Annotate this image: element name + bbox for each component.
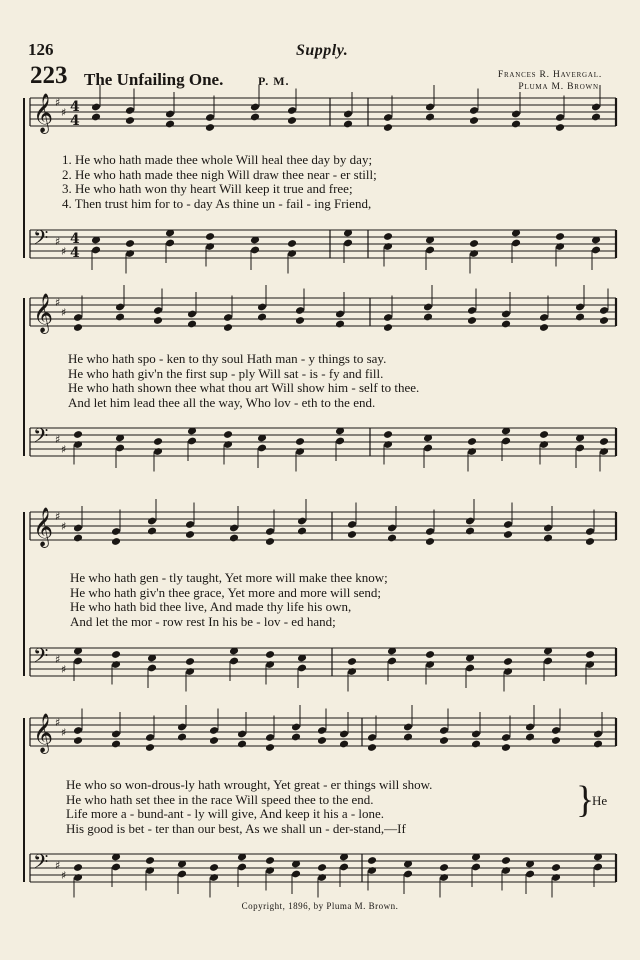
note-head bbox=[593, 740, 603, 749]
bass-clef-icon: 𝄢 bbox=[33, 424, 49, 452]
bass-clef-icon: 𝄢 bbox=[33, 226, 49, 254]
note-head bbox=[153, 437, 163, 446]
sharp-icon: ♯ bbox=[55, 653, 61, 666]
note-head bbox=[73, 430, 83, 439]
note-head bbox=[250, 113, 260, 122]
lyrics-system-2 bbox=[68, 352, 419, 410]
note-head bbox=[73, 534, 83, 543]
lyric-line: He who hath shown thee what thou art Will show him - self to thee. bbox=[68, 380, 420, 396]
note-head bbox=[591, 113, 601, 122]
note-head bbox=[125, 116, 135, 125]
copyright-notice: Copyright, 1896, by Pluma M. Brown. bbox=[241, 901, 399, 911]
note-head bbox=[555, 123, 565, 132]
sharp-icon: ♯ bbox=[55, 716, 61, 729]
note-head bbox=[539, 323, 549, 332]
note-head bbox=[599, 316, 609, 325]
sharp-icon: ♯ bbox=[55, 96, 61, 109]
note-head bbox=[347, 657, 357, 666]
lyric-line: He who hath giv'n thee grace, Yet more and more will send; bbox=[70, 584, 382, 600]
sharp-icon: ♯ bbox=[61, 106, 67, 119]
note-head bbox=[185, 657, 195, 666]
note-head bbox=[223, 323, 233, 332]
note-head bbox=[291, 733, 301, 742]
note-head bbox=[439, 736, 449, 745]
note-head bbox=[265, 743, 275, 752]
sharp-icon: ♯ bbox=[55, 510, 61, 523]
hymn-number: 223 bbox=[30, 62, 68, 89]
note-head bbox=[145, 856, 155, 865]
note-head bbox=[229, 534, 239, 543]
note-head bbox=[335, 320, 345, 329]
note-head bbox=[501, 320, 511, 329]
lyrics-system-4 bbox=[66, 778, 432, 836]
treble-clef-icon: 𝄞 bbox=[33, 93, 54, 133]
lyric-line: He who so won-drous-ly hath wrought, Yet great - er things will show. bbox=[66, 777, 433, 792]
treble-clef-icon: 𝄞 bbox=[33, 507, 54, 547]
sharp-icon: ♯ bbox=[61, 443, 67, 456]
time-signature: 4 bbox=[70, 231, 80, 247]
note-head bbox=[543, 534, 553, 543]
sharp-icon: ♯ bbox=[61, 520, 67, 533]
note-head bbox=[223, 430, 233, 439]
note-head bbox=[467, 316, 477, 325]
note-head bbox=[501, 743, 511, 752]
note-head bbox=[115, 313, 125, 322]
note-head bbox=[111, 740, 121, 749]
note-head bbox=[111, 650, 121, 659]
note-head bbox=[539, 430, 549, 439]
note-head bbox=[387, 534, 397, 543]
note-head bbox=[177, 733, 187, 742]
note-head bbox=[343, 120, 353, 129]
note-head bbox=[551, 863, 561, 872]
section-title: Supply. bbox=[296, 42, 349, 59]
note-head bbox=[209, 736, 219, 745]
note-head bbox=[153, 316, 163, 325]
note-head bbox=[317, 736, 327, 745]
note-head bbox=[469, 116, 479, 125]
note-head bbox=[145, 743, 155, 752]
note-head bbox=[467, 437, 477, 446]
sharp-icon: ♯ bbox=[61, 663, 67, 676]
meter-marking: P. M. bbox=[258, 74, 290, 88]
sharp-icon: ♯ bbox=[61, 245, 67, 258]
lyric-line: He who hath spo - ken to thy soul Hath man - y things to say. bbox=[68, 351, 387, 366]
lyric-line: 2. He who hath made thee nigh Will draw thee near - er still; bbox=[62, 166, 377, 182]
refrain-tail-word: He bbox=[592, 793, 608, 808]
note-head bbox=[347, 530, 357, 539]
lyric-line: He who hath giv'n the first sup - ply Will sat - is - fy and fill. bbox=[68, 365, 384, 381]
note-head bbox=[73, 736, 83, 745]
lyric-line: 1. He who hath made thee whole Will heal thee day by day; bbox=[62, 152, 373, 167]
note-head bbox=[165, 120, 175, 129]
note-head bbox=[91, 113, 101, 122]
bass-clef-icon: 𝄢 bbox=[33, 644, 49, 672]
sharp-icon: ♯ bbox=[55, 235, 61, 248]
sharp-icon: ♯ bbox=[61, 726, 67, 739]
note-head bbox=[73, 323, 83, 332]
sharp-icon: ♯ bbox=[61, 306, 67, 319]
note-head bbox=[585, 650, 595, 659]
note-head bbox=[525, 733, 535, 742]
lyrics-system-1 bbox=[62, 153, 377, 211]
note-head bbox=[471, 740, 481, 749]
note-head bbox=[297, 527, 307, 536]
note-head bbox=[469, 239, 479, 248]
lyric-line: And let the mor - row rest In his be - lov - ed hand; bbox=[70, 613, 336, 629]
note-head bbox=[111, 537, 121, 546]
lyric-line: And let him lead thee all the way, Who lov - eth to the end. bbox=[68, 394, 376, 410]
lyric-bracket: } bbox=[576, 779, 595, 821]
composer-credit: Pluma M. Brown. bbox=[518, 82, 602, 92]
note-head bbox=[287, 116, 297, 125]
author-credit: Frances R. Havergal. bbox=[497, 70, 602, 80]
sharp-icon: ♯ bbox=[55, 296, 61, 309]
note-head bbox=[209, 863, 219, 872]
note-head bbox=[73, 863, 83, 872]
page-number: 126 bbox=[28, 40, 54, 59]
note-head bbox=[383, 232, 393, 241]
lyric-line: His good is bet - ter than our best, As we shall un - der-stand,—If bbox=[66, 820, 406, 836]
note-head bbox=[317, 863, 327, 872]
note-head bbox=[187, 320, 197, 329]
lyric-line: He who hath set thee in the race Will speed thee to the end. bbox=[66, 791, 374, 807]
note-head bbox=[205, 123, 215, 132]
note-head bbox=[425, 650, 435, 659]
note-head bbox=[403, 733, 413, 742]
note-head bbox=[287, 239, 297, 248]
note-head bbox=[367, 856, 377, 865]
note-head bbox=[503, 657, 513, 666]
lyric-line: 3. He who hath won thy heart Will keep it true and free; bbox=[62, 181, 353, 197]
note-head bbox=[425, 113, 435, 122]
hymn-title: The Unfailing One. bbox=[84, 70, 224, 89]
note-head bbox=[295, 437, 305, 446]
note-head bbox=[423, 313, 433, 322]
note-head bbox=[501, 856, 511, 865]
note-head bbox=[147, 527, 157, 536]
note-head bbox=[367, 743, 377, 752]
note-head bbox=[265, 537, 275, 546]
lyrics-system-3 bbox=[70, 571, 388, 629]
treble-clef-icon: 𝄞 bbox=[33, 293, 54, 333]
note-head bbox=[551, 736, 561, 745]
time-signature: 4 bbox=[70, 245, 80, 261]
time-signature: 4 bbox=[70, 113, 80, 129]
note-head bbox=[439, 863, 449, 872]
note-head bbox=[465, 527, 475, 536]
lyric-line: He who hath bid thee live, And made thy life his own, bbox=[70, 599, 352, 615]
note-head bbox=[555, 232, 565, 241]
note-head bbox=[265, 856, 275, 865]
note-head bbox=[383, 323, 393, 332]
note-head bbox=[383, 430, 393, 439]
note-head bbox=[383, 123, 393, 132]
sharp-icon: ♯ bbox=[55, 859, 61, 872]
note-head bbox=[339, 740, 349, 749]
note-head bbox=[585, 537, 595, 546]
note-head bbox=[185, 530, 195, 539]
time-signature: 4 bbox=[70, 99, 80, 115]
lyric-line: He who hath gen - tly taught, Yet more will make thee know; bbox=[70, 570, 388, 585]
note-head bbox=[205, 232, 215, 241]
note-head bbox=[511, 120, 521, 129]
note-head bbox=[503, 530, 513, 539]
sharp-icon: ♯ bbox=[55, 433, 61, 446]
note-head bbox=[295, 316, 305, 325]
lyric-line: 4. Then trust him for to - day As thine un - fail - ing Friend, bbox=[62, 195, 372, 211]
bass-clef-icon: 𝄢 bbox=[33, 850, 49, 878]
note-head bbox=[237, 740, 247, 749]
note-head bbox=[257, 313, 267, 322]
sharp-icon: ♯ bbox=[61, 869, 67, 882]
lyric-line: Life more a - bund-ant - ly will give, And keep it his a - lone. bbox=[66, 806, 385, 822]
note-head bbox=[599, 437, 609, 446]
note-head bbox=[575, 313, 585, 322]
note-head bbox=[125, 239, 135, 248]
note-head bbox=[425, 537, 435, 546]
treble-clef-icon: 𝄞 bbox=[33, 713, 54, 753]
note-head bbox=[265, 650, 275, 659]
